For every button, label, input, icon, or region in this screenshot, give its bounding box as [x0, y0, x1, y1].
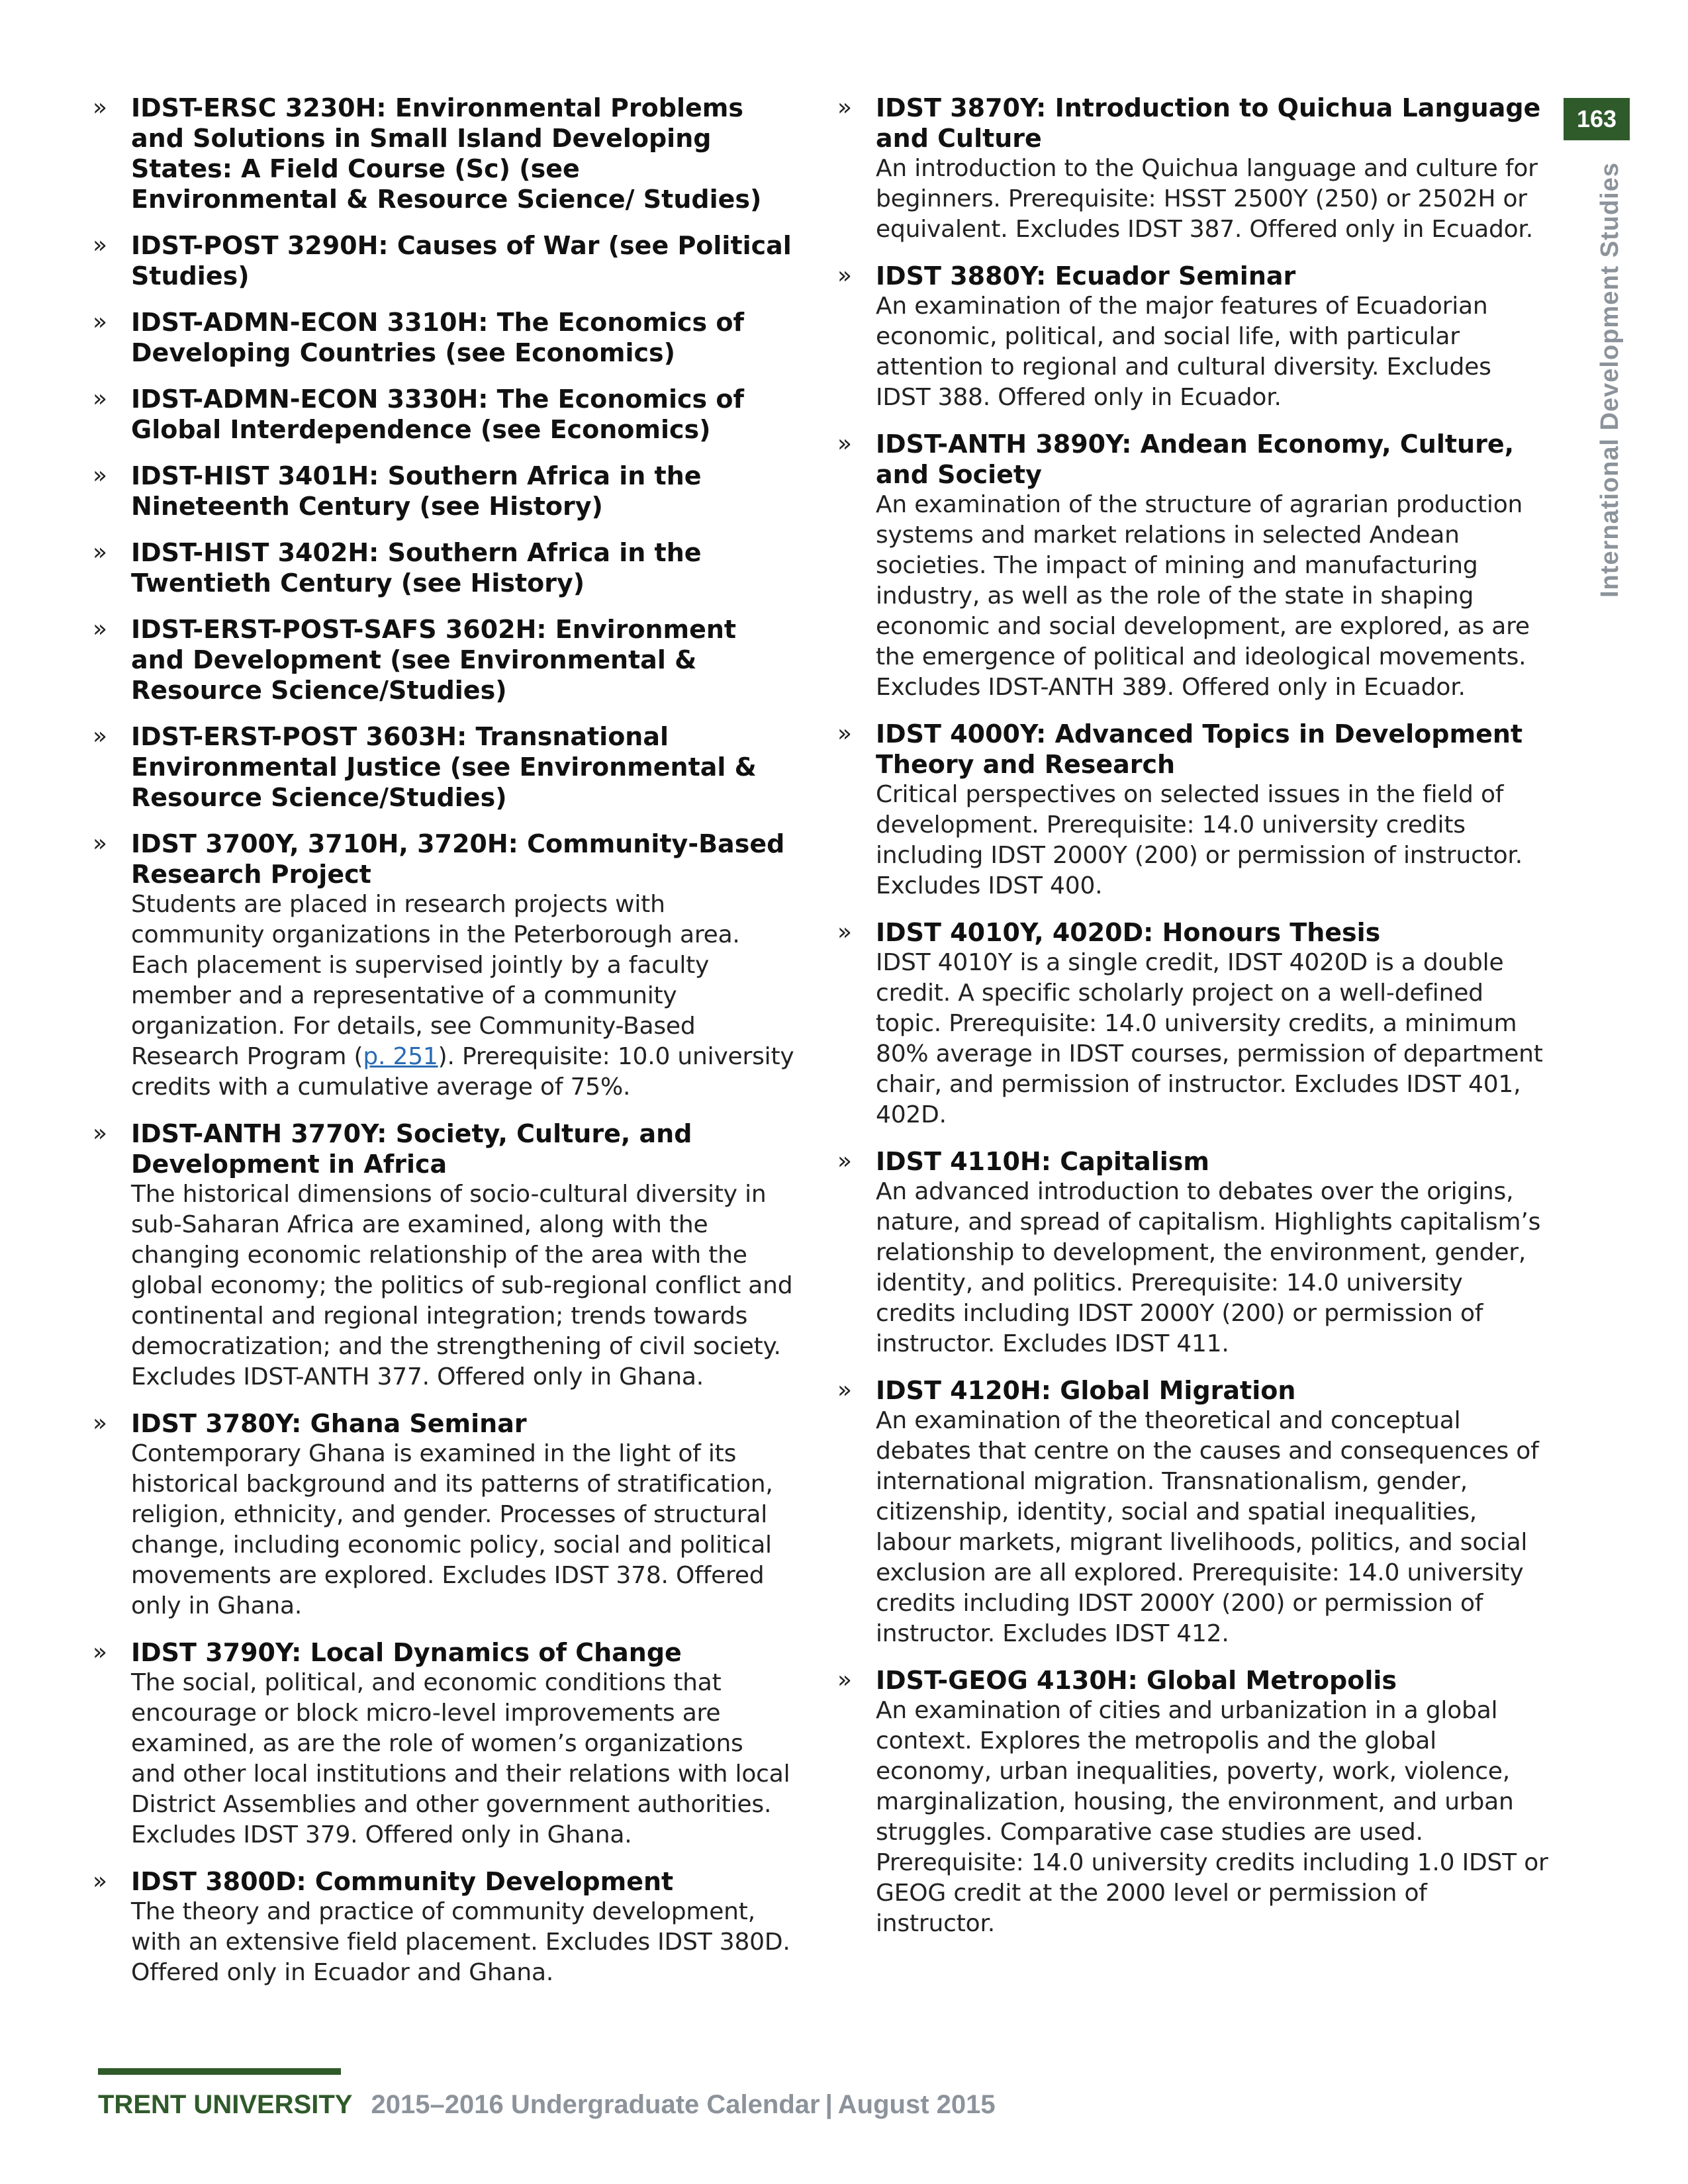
bullet-glyph: » [93, 1120, 108, 1147]
course-entry [93, 384, 794, 445]
bullet-glyph: » [93, 615, 108, 643]
course-description: Contemporary Ghana is examined in the light of its historical background and its patterns of stratification, religion, ethnicity, and gender. Processes of structural change, including economic policy, social and political movements are explored. Excludes IDST 378. Offered only in Ghana. [131, 1440, 773, 1619]
course-description: The historical dimensions of socio-cultural diversity in sub-Saharan Africa are examined, along with the changing economic relationship of the area with the global economy; the politics of sub-regional conflict and continental and regional integration; trends towards democratization; and the strengthening of civil society. Excludes IDST-ANTH 377. Offered only in Ghana. [131, 1181, 793, 1390]
course-title: IDST 3790Y: Local Dynamics of Change [131, 1638, 682, 1667]
course-entry [837, 261, 1549, 413]
bullet-glyph: » [93, 723, 108, 750]
course-title: IDST-ERSC 3230H: Environmental Problems and Solutions in Small Island Developing States: A Field Course (Sc) (see Environmental & Resource Science/ Studies) [131, 93, 762, 214]
course-description: An examination of the structure of agrarian production systems and market relations in selected Andean societies. The impact of mining and manufacturing industry, as well as the role of the state in shaping economic and social development, are explored, as are the emergence of political and ideological movements. Excludes IDST-ANTH 389. Offered only in Ecuador. [876, 491, 1530, 701]
course-entry [93, 93, 794, 214]
course-title: IDST-HIST 3401H: Southern Africa in the Nineteenth Century (see History) [131, 461, 702, 521]
footer-university: TRENT UNIVERSITY [98, 2090, 353, 2119]
course-entry [837, 93, 1549, 245]
course-description: An introduction to the Quichua language and culture for beginners. Prerequisite: HSST 2500Y (250) or 2502H or equivalent. Excludes IDST 387. Offered only in Ecuador. [876, 155, 1538, 243]
footer-separator: | [825, 2090, 833, 2119]
course-title: IDST-GEOG 4130H: Global Metropolis [876, 1666, 1397, 1695]
course-entry [93, 461, 794, 522]
course-title: IDST 3700Y, 3710H, 3720H: Community-Based Research Project [131, 829, 785, 889]
course-title: IDST 4000Y: Advanced Topics in Development Theory and Research [876, 719, 1523, 779]
course-entry [837, 1375, 1549, 1649]
course-entry [93, 1637, 794, 1850]
course-title: IDST-ANTH 3770Y: Society, Culture, and Development in Africa [131, 1119, 692, 1179]
page-number-badge: 163 [1564, 98, 1630, 140]
bullet-glyph: » [93, 539, 108, 566]
course-entry [93, 614, 794, 705]
section-side-title: International Development Studies [1596, 162, 1624, 598]
course-entry [93, 721, 794, 813]
course-title: IDST 4110H: Capitalism [876, 1147, 1210, 1176]
course-title: IDST 3880Y: Ecuador Seminar [876, 261, 1296, 291]
course-description: IDST 4010Y is a single credit, IDST 4020D is a double credit. A specific scholarly project on a well-defined topic. Prerequisite: 14.0 university credits, a minimum 80% average in IDST courses, permission of department chair, and permission of instructor. Excludes IDST 401, 402D. [876, 949, 1543, 1128]
bullet-glyph: » [93, 232, 108, 259]
course-description: The social, political, and economic conditions that encourage or block micro-level improvements are examined, as are the role of women’s organizations and other local institutions and their relations with local District Assemblies and other government authorities. Excludes IDST 379. Offered only in Ghana. [131, 1669, 790, 1848]
course-entry [93, 537, 794, 598]
bullet-glyph: » [837, 1377, 853, 1404]
bullet-glyph: » [837, 919, 853, 946]
bullet-glyph: » [93, 830, 108, 857]
course-entry [837, 917, 1549, 1130]
course-entry [93, 829, 794, 1103]
course-entry [837, 1146, 1549, 1359]
course-description: Critical perspectives on selected issues in the field of development. Prerequisite: 14.0 university credits including IDST 2000Y (200) or permission of instructor. Excludes IDST 400. [876, 781, 1523, 899]
bullet-glyph: » [93, 385, 108, 412]
right-column [837, 93, 1549, 1955]
course-entry [93, 230, 794, 291]
course-entry [93, 1408, 794, 1621]
course-title: IDST-ADMN-ECON 3310H: The Economics of Developing Countries (see Economics) [131, 308, 745, 367]
course-description: An examination of cities and urbanization in a global context. Explores the metropolis and the global economy, urban inequalities, poverty, work, violence, marginalization, housing, the environment, and urban struggles. Comparative case studies are used. Prerequisite: 14.0 university credits including 1.0 IDST or GEOG credit at the 2000 level or permission of instructor. [876, 1697, 1548, 1937]
course-title: IDST 3870Y: Introduction to Quichua Language and Culture [876, 93, 1541, 153]
course-entry [93, 307, 794, 368]
course-title: IDST-ANTH 3890Y: Andean Economy, Culture, and Society [876, 430, 1515, 489]
footer-rule [98, 2068, 341, 2075]
course-title: IDST 3780Y: Ghana Seminar [131, 1409, 527, 1438]
description-text: Students are placed in research projects with community organizations in the Peterborough area. Each placement is supervised jointly by a faculty member and a representative of a community organization. For details, see Community-Based Research Program ( [131, 891, 740, 1070]
course-description: An examination of the major features of Ecuadorian economic, political, and social life, with particular attention to regional and cultural diversity. Excludes IDST 388. Offered only in Ecuador. [876, 293, 1491, 411]
page-link[interactable]: p. 251 [363, 1043, 438, 1070]
left-column [93, 93, 794, 2004]
course-description: An advanced introduction to debates over the origins, nature, and spread of capitalism. Highlights capitalism’s relationship to development, the environment, gender, identity, and politics. Prerequisite: 14.0 university credits including IDST 2000Y (200) or permission of instructor. Excludes IDST 411. [876, 1178, 1541, 1357]
bullet-glyph: » [93, 308, 108, 336]
course-description [131, 889, 794, 1103]
bullet-glyph: » [837, 430, 853, 457]
course-entry [837, 429, 1549, 703]
course-entry [93, 1118, 794, 1392]
course-title: IDST 3800D: Community Development [131, 1867, 674, 1896]
bullet-glyph: » [93, 1639, 108, 1666]
bullet-glyph: » [93, 1868, 108, 1895]
course-entry [93, 1866, 794, 1988]
course-title: IDST-ADMN-ECON 3330H: The Economics of Global Interdependence (see Economics) [131, 385, 745, 444]
course-entry [837, 719, 1549, 901]
bullet-glyph: » [93, 1410, 108, 1437]
course-title: IDST-HIST 3402H: Southern Africa in the Twentieth Century (see History) [131, 538, 702, 598]
course-entry [837, 1665, 1549, 1939]
course-title: IDST 4120H: Global Migration [876, 1376, 1296, 1405]
course-title: IDST-ERST-POST 3603H: Transnational Environmental Justice (see Environmental & Resource Science/Studies) [131, 722, 757, 812]
course-description: The theory and practice of community development, with an extensive field placement. Excludes IDST 380D. Offered only in Ecuador and Ghana. [131, 1898, 790, 1986]
bullet-glyph: » [93, 94, 108, 121]
course-title: IDST-POST 3290H: Causes of War (see Political Studies) [131, 231, 792, 291]
bullet-glyph: » [837, 720, 853, 747]
footer-calendar-title: 2015–2016 Undergraduate Calendar [371, 2090, 820, 2119]
description-text: ). Prerequisite: 10.0 university credits with a cumulative average of 75%. [131, 1043, 794, 1101]
footer [98, 2088, 996, 2121]
bullet-glyph: » [93, 462, 108, 489]
bullet-glyph: » [837, 262, 853, 289]
footer-date: August 2015 [837, 2090, 996, 2119]
course-title: IDST-ERST-POST-SAFS 3602H: Environment and Development (see Environmental & Resource Science/Studies) [131, 615, 737, 705]
course-title: IDST 4010Y, 4020D: Honours Thesis [876, 918, 1381, 947]
bullet-glyph: » [837, 1148, 853, 1175]
course-description: An examination of the theoretical and conceptual debates that centre on the causes and consequences of international migration. Transnationalism, gender, citizenship, identity, social and spatial inequalities, labour markets, migrant livelihoods, politics, and social exclusion are all explored. Prerequisite: 14.0 university credits including IDST 2000Y (200) or permission of instructor. Excludes IDST 412. [876, 1407, 1539, 1647]
bullet-glyph: » [837, 1666, 853, 1694]
bullet-glyph: » [837, 94, 853, 121]
